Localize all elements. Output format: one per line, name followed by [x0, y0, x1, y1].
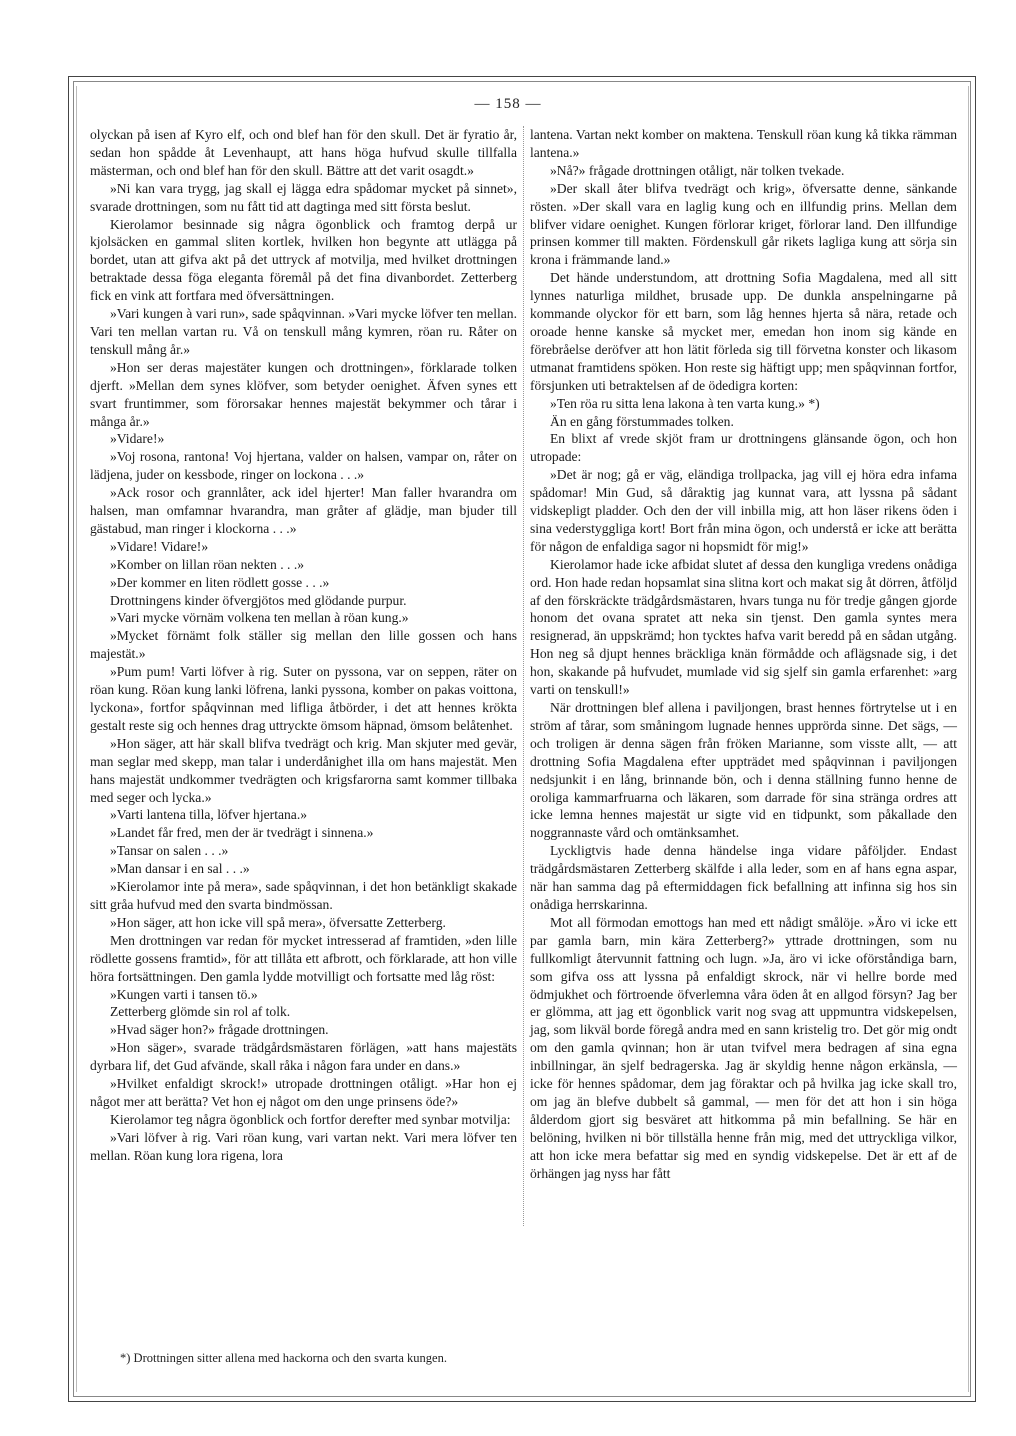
paragraph: »Tansar on salen . . .» — [110, 843, 229, 859]
paragraph: Zetterberg glömde sin rol af tolk. — [110, 1004, 291, 1020]
footnote: *) Drottningen sitter allena med hackorna och den svarta kungen. — [120, 1351, 447, 1365]
paragraph: Mot all förmodan emottogs han med ett nådigt smålöje. »Äro vi icke ett par gamla barn, min kära Zetterberg?» yttrade drottningen, som nu fullkomligt återvunnit fattning och lugn. »Ja, äro vi icke oförståndiga barn, som gifva oss att lyssna på enfaldigt skrock, när vi hellre borde med ödmjukhet och förtroende öfverlemna våra öden åt en allgod försyn? Jag ber er glömma, att jag ett ögonblick varit nog svag att uppmuntra vidskepelsen, jag, som likväl borde föregå andra med en sann kristelig tro. Det gör mig ondt om den gamla qvinnan; hon är utan tvifvel mera bedragen af sina egna inbillningar, än sjelf bedragerska. Jag är skyldig henne någon erkänsla, — icke för hennes spådomar, dem jag föraktar och på hvilka jag icke skall tro, om jag än blefve dubbelt så gammal, — men för det att hon i sin höga ålderdom gjort sig besväret att hitkomma på min befallning. Se här en belöning, hvilken ni bör tillställa henne från mig, med det uttryckliga vilkor, att hon icke mera befattar sig med en syndig vidskepelse. Det är ett af de örhängen jag nyss har fått — [530, 914, 957, 1181]
paragraph: Än en gång förstummades tolken. — [550, 413, 734, 429]
paragraph: »Landet får fred, men der är tvedrägt i sinnena.» — [110, 825, 374, 841]
paragraph: »Der skall åter blifva tvedrägt och krig», öfversatte denne, sänkande rösten. »Der skall vara en laglig kung och en illfundig prins. Mellan dem blifver vidare oenighet. Kungen förlorar kriget, förlorar land. Den illfundige prinsen kommer till makten. Fördenskull går rikets lagliga kung att sörja sin krona i främmande land.» — [530, 180, 957, 268]
paragraph: »Vari kungen à vari run», sade spåqvinnan. »Vari mycke löfver ten mellan. Vari ten mellan vartan ru. Vå on tenskull mång kymren, röan ru. Råter on tenskull mång år.» — [90, 306, 517, 357]
paragraph: lantena. Vartan nekt komber on maktena. Tenskull röan kung kå tikka rämman lantena.» — [530, 127, 957, 160]
paragraph: »Nå?» frågade drottningen otåligt, när tolken tvekade. — [550, 162, 845, 178]
paragraph: »Der kommer en liten rödlett gosse . . .» — [110, 574, 330, 590]
paragraph: »Vari mycke vörnäm volkena ten mellan à röan kung.» — [110, 610, 409, 626]
paragraph: »Hon säger», svarade trädgårdsmästaren förlägen, »att hans majestäts dyrbara lif, det Gud afvände, skall råka i någon fara under en dans.» — [90, 1040, 517, 1074]
paragraph: olyckan på isen af Kyro elf, och ond blef han för den skull. Det är fyratio år, sedan hon spådde åt Levenhaupt, att hans höga hufvud skulle tillfalla mästerman, och ond blef han för den skull. Bättre att det varit osagdt.» — [90, 127, 517, 178]
paragraph: »Vidare! Vidare!» — [110, 538, 209, 554]
paragraph: Kierolamor besinnade sig några ögonblick och framtog derpå ur kjolsäcken en gammal sliten kortlek, hvilken hon begynte att utlägga på bordet, utan att gifva akt på det uttryck af motvilja, med hvilket drottningen betraktade dessa föga eleganta föremål på det fina divanbordet. Zetterberg fick en vink att fortfara med öfversättningen. — [90, 216, 517, 304]
paragraph: »Ni kan vara trygg, jag skall ej lägga edra spådomar mycket på sinnet», svarade drottningen, som nu fått tid att dagtinga med sitt första beslut. — [90, 180, 517, 214]
paragraph: »Hvilket enfaldigt skrock!» utropade drottningen otåligt. »Har hon ej något mer att berätta? Vet hon ej något om den unge prinsens öde?» — [90, 1076, 517, 1109]
paragraph: Kierolamor teg några ögonblick och fortfor derefter med synbar motvilja: — [110, 1111, 511, 1127]
paragraph: »Varti lantena tilla, löfver hjertana.» — [110, 807, 308, 823]
paragraph: »Hon säger, att hon icke vill spå mera», öfversatte Zetterberg. — [110, 914, 446, 930]
paragraph: »Vidare!» — [110, 431, 165, 447]
page-number: — 158 — — [474, 96, 542, 112]
paragraph: »Hon ser deras majestäter kungen och drottningen», förklarade tolken djerft. »Mellan dem synes klöfver, som betyder oenighet. Äfven synes ett svart fruntimmer, som förorsakar hennes majestät bekymmer och tårar i många år.» — [90, 359, 517, 429]
paragraph: »Komber on lillan röan nekten . . .» — [110, 556, 305, 572]
paragraph: »Kungen varti i tansen tö.» — [110, 986, 258, 1002]
paragraph: »Pum pum! Varti löfver à rig. Suter on pyssona, var on seppen, räter on röan kung. Röan kung lanki löfrena, lanki pyssona, komber on pakas voittona, lyckona», fortfor spåqvinnan med lifliga åtbörder, i det att hennes krökta gestalt reste sig och hennes drag uttryckte ömsom häpnad, ömsom belåtenhet. — [90, 664, 517, 733]
left-text-column — [90, 126, 517, 1165]
right-margin-rule — [968, 86, 969, 1392]
paragraph: »Vari löfver à rig. Vari röan kung, vari vartan nekt. Vari mera löfver ten mellan. Röan kung lora rigena, lora — [90, 1129, 517, 1163]
left-margin-rule — [76, 86, 77, 1392]
paragraph: En blixt af vrede skjöt fram ur drottningens glänsande ögon, och hon utropade: — [530, 431, 957, 465]
paragraph: Men drottningen var redan för mycket intresserad af framtiden, »den lille rödlette gossens framtid», för att tillåta ett afbrott, och förklarade, att hon ville höra fortsättningen. Den gamla lydde motvilligt och fortsatte med låg röst: — [90, 932, 517, 984]
paragraph: »Ack rosor och grannlåter, ack idel hjerter! Man faller hvarandra om halsen, man omfamnar hvarandra, man gråter af glädje, man bjuder till gästabud, man ringer i klockorna . . .» — [90, 485, 517, 536]
column-divider — [523, 126, 524, 1226]
paragraph: Lyckligtvis hade denna händelse inga vidare påföljder. Endast trädgårdsmästaren Zetterberg skälfde i alla leder, som en af hans egna aspar, när han samma dag på eftermiddagen fick befallning att infinna sig hos sin onådiga herrskarinna. — [530, 843, 957, 912]
paragraph: »Mycket förnämt folk ställer sig mellan den lille gossen och hans majestät.» — [90, 628, 517, 662]
paragraph: »Voj rosona, rantona! Voj hjertana, valder on halsen, vampar on, råter on lädjena, juder on kessbode, ringer on lockona . . .» — [90, 449, 517, 483]
paragraph: »Man dansar i en sal . . .» — [110, 861, 250, 877]
paragraph: »Hon säger, att här skall blifva tvedrägt och krig. Man skjuter med gevär, man seglar med skepp, man talar i underdånighet illa om hans majestät. Men hans majestät undkommer tvedrägten och krigsfarorna samt kommer tillbaka med seger och lycka.» — [90, 735, 517, 805]
right-text-column — [530, 126, 957, 1182]
paragraph: Det hände understundom, att drottning Sofia Magdalena, med all sitt lynnes naturliga mildhet, brusade upp. De dunkla anspelningarne på kommande olyckor för ett barn, som låg hennes hjerta så nära, retade och oroade henne kanske så mycket mer, emedan hon inom sig kände en förebråelse deröfver att hon lätit förleda sig till förvetna konster och likasom utmanat framtidens spöken. Hon reste sig häftigt upp; men spåqvinnan fortfor, försjunken uti betraktelsen af de ödedigra korten: — [530, 270, 957, 393]
paragraph: När drottningen blef allena i paviljongen, brast hennes förtrytelse ut i en ström af tårar, som småningom lugnade hennes upprörda sinne. Det sägs, — och troligen är denna sägen från fröken Marianne, som visste allt, — att drottning Sofia Magdalena efter uppträdet med spåqvinnan i paviljongen nedsjunkit i en lång, brinnande bön, och i denna ställning funno henne de oroliga kammarfruarna och läkaren, som darrade för sina stränga ordres att icke lemna hennes majestät ur sigte vid en tidpunkt, som påkallade den noggrannaste vård och omtänksamhet. — [530, 700, 957, 841]
paragraph: »Det är nog; gå er väg, eländiga trollpacka, jag vill ej höra edra infama spådomar! Min Gud, så dåraktig jag kunnat vara, att lyssna på sådant vidskepligt pladder. Och den der vill inbilla mig, att hon läser rikens öden i sina vederstyggliga kort! Bort från mina ögon, och understå er icke att berätta för någon de enfaldiga sagor ni hopsmidt för mig!» — [530, 467, 957, 554]
paragraph: Kierolamor hade icke afbidat slutet af dessa den kungliga vredens onådiga ord. Hon hade redan hopsamlat sina slitna kort och makat sig åt dörren, åtföljd af den förskräckte trädgårdsmästaren, hvars tunga nu för tredje gången gjorde honom det ovana spratet att neka sin tjenst. Den gamla syntes mera resignerad, än uppskrämd; hon tycktes hafva varit beredd på en sådan utgång. Hon neg så djupt hennes bräckliga knän förmådde och aflägsnade sig, i det hon, skakande på hufvudet, mumlade vid sig sjelf sin gamla erfarenhet: »arg varti on tenskull!» — [530, 556, 957, 698]
paragraph: »Kierolamor inte på mera», sade spåqvinnan, i det hon betänkligt skakade sitt gråa hufvud med den svarta bindmössan. — [90, 879, 517, 912]
paragraph: Drottningens kinder öfvergjötos med glödande purpur. — [110, 592, 407, 608]
paragraph: »Hvad säger hon?» frågade drottningen. — [110, 1022, 329, 1038]
paragraph: »Ten röa ru sitta lena lakona à ten varta kung.» *) — [550, 395, 820, 411]
